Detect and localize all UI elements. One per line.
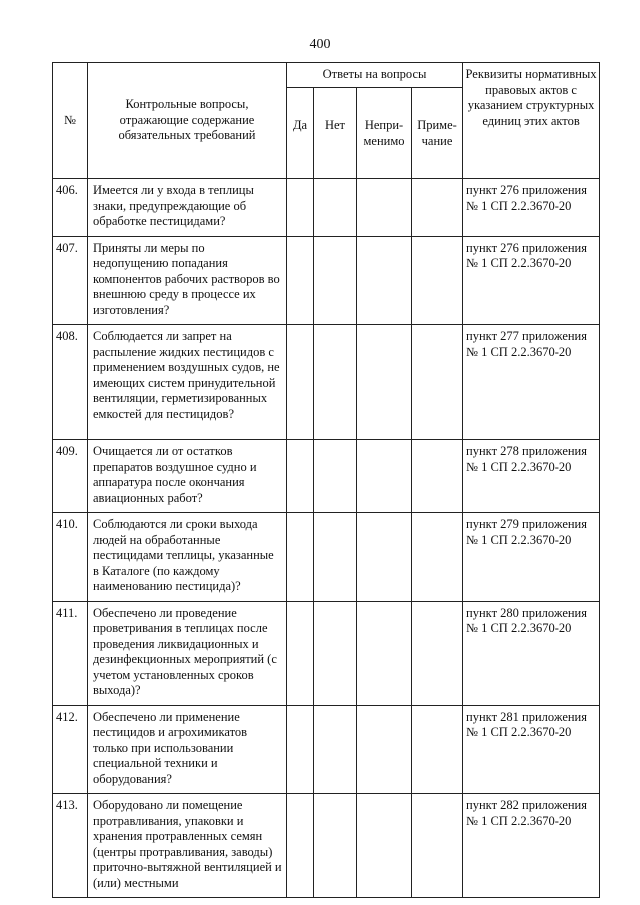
row-requisite [463, 440, 600, 513]
answer-yes-cell[interactable] [287, 794, 314, 898]
header-answers: Ответы на вопросы [287, 63, 463, 88]
table-row [53, 325, 600, 440]
answer-na-cell[interactable] [357, 705, 412, 794]
header-note [412, 88, 463, 179]
answer-na-cell[interactable] [357, 513, 412, 602]
requisite-line1: пункт 276 приложения [466, 240, 588, 255]
requisite-line2: № 1 СП 2.2.3670-20 [466, 621, 572, 635]
header-number: № [53, 63, 88, 179]
answer-note-cell[interactable] [412, 513, 463, 602]
row-number: 413. [53, 794, 88, 898]
answer-note-cell[interactable] [412, 705, 463, 794]
header-no-answer: Нет [314, 88, 357, 179]
page-number: 400 [309, 37, 331, 52]
answer-na-cell[interactable] [357, 325, 412, 440]
answer-yes-cell[interactable] [287, 236, 314, 325]
answer-no-cell[interactable] [314, 794, 357, 898]
requisite-line1: пункт 279 приложения [466, 517, 588, 531]
row-question: Приняты ли меры по недопущению попадания компонентов рабочих растворов во внешнюю среду в процессе их изготовления? [88, 236, 287, 325]
row-number: 412. [53, 705, 88, 794]
row-requisite [463, 705, 600, 794]
answer-yes-cell[interactable] [287, 179, 314, 237]
row-number: 410. [53, 513, 88, 602]
answer-yes-cell[interactable] [287, 705, 314, 794]
row-number: 411. [53, 601, 88, 705]
answer-no-cell[interactable] [314, 325, 357, 440]
checklist-table [52, 62, 600, 898]
header-requisites: Реквизиты нормативных правовых актов с указанием структурных единиц этих актов [463, 63, 600, 179]
answer-note-cell[interactable] [412, 601, 463, 705]
requisite-line2: № 1 СП 2.2.3670-20 [466, 725, 572, 739]
table-row [53, 440, 600, 513]
row-question: Соблюдается ли запрет на распыление жидких пестицидов с применением воздушных судов, не имеющих систем принудительной вентиляции, герметизированных емкостей для пестицидов? [88, 325, 287, 440]
header-row-top [53, 63, 600, 88]
row-number: 409. [53, 440, 88, 513]
answer-na-cell[interactable] [357, 179, 412, 237]
header-question: Контрольные вопросы, отражающие содержание обязательных требований [88, 63, 287, 179]
answer-no-cell[interactable] [314, 601, 357, 705]
requisite-line1: пункт 276 приложения [466, 183, 588, 197]
answer-yes-cell[interactable] [287, 513, 314, 602]
table-row [53, 601, 600, 705]
answer-note-cell[interactable] [412, 794, 463, 898]
answer-no-cell[interactable] [314, 513, 357, 602]
answer-note-cell[interactable] [412, 440, 463, 513]
row-requisite [463, 601, 600, 705]
requisite-line1: пункт 280 приложения [466, 605, 588, 620]
requisite-line1: пункт 282 приложения [466, 798, 588, 812]
row-question: Обеспечено ли проведение проветривания в теплицах после проведения ликвидационных и дезинфекционных мероприятий (с учетом установленных сроков выхода)? [88, 601, 287, 705]
table-row [53, 179, 600, 237]
row-requisite [463, 179, 600, 237]
header-not-applicable [357, 88, 412, 179]
row-question: Оборудовано ли помещение протравливания, упаковки и хранения протравленных семян (центры протравливания, заводы) приточно-вытяжной вентиляцией и (или) местными [88, 794, 287, 898]
requisite-line2: № 1 СП 2.2.3670-20 [466, 344, 572, 359]
requisite-line1: пункт 278 приложения [466, 444, 588, 458]
requisite-line2: № 1 СП 2.2.3670-20 [466, 256, 572, 270]
header-yes: Да [287, 88, 314, 179]
row-question: Имеется ли у входа в теплицы знаки, предупреждающие об обработке пестицидами? [88, 179, 287, 237]
answer-no-cell[interactable] [314, 179, 357, 237]
answer-note-cell[interactable] [412, 325, 463, 440]
row-requisite [463, 236, 600, 325]
answer-na-cell[interactable] [357, 236, 412, 325]
answer-no-cell[interactable] [314, 705, 357, 794]
row-requisite [463, 325, 600, 440]
table-row [53, 705, 600, 794]
table-row [53, 513, 600, 602]
header-na-line2: менимо [363, 133, 405, 148]
requisite-line1: пункт 277 приложения [466, 329, 588, 343]
answer-yes-cell[interactable] [287, 601, 314, 705]
requisite-line2: № 1 СП 2.2.3670-20 [466, 459, 572, 474]
row-number: 406. [53, 179, 88, 237]
answer-yes-cell[interactable] [287, 440, 314, 513]
row-requisite [463, 513, 600, 602]
header-note-line2: чание [421, 133, 453, 148]
row-number: 408. [53, 325, 88, 440]
requisite-line2: № 1 СП 2.2.3670-20 [466, 532, 572, 547]
answer-no-cell[interactable] [314, 440, 357, 513]
requisite-line2: № 1 СП 2.2.3670-20 [466, 198, 572, 213]
row-requisite [463, 794, 600, 898]
requisite-line2: № 1 СП 2.2.3670-20 [466, 813, 572, 828]
answer-na-cell[interactable] [357, 601, 412, 705]
answer-yes-cell[interactable] [287, 325, 314, 440]
row-question: Соблюдаются ли сроки выхода людей на обработанные пестицидами теплицы, указанные в Каталоге (по каждому наименованию пестицида)? [88, 513, 287, 602]
table-row [53, 794, 600, 898]
header-note-line1: Приме- [417, 118, 457, 132]
requisite-line1: пункт 281 приложения [466, 709, 588, 724]
answer-note-cell[interactable] [412, 179, 463, 237]
row-number: 407. [53, 236, 88, 325]
answer-na-cell[interactable] [357, 440, 412, 513]
table-row [53, 236, 600, 325]
answer-na-cell[interactable] [357, 794, 412, 898]
row-question: Очищается ли от остатков препаратов воздушное судно и аппаратура после окончания авиационных работ? [88, 440, 287, 513]
header-na-line1: Непри- [364, 118, 404, 132]
row-question: Обеспечено ли применение пестицидов и агрохимикатов только при использовании специальной техники и оборудования? [88, 705, 287, 794]
answer-no-cell[interactable] [314, 236, 357, 325]
answer-note-cell[interactable] [412, 236, 463, 325]
